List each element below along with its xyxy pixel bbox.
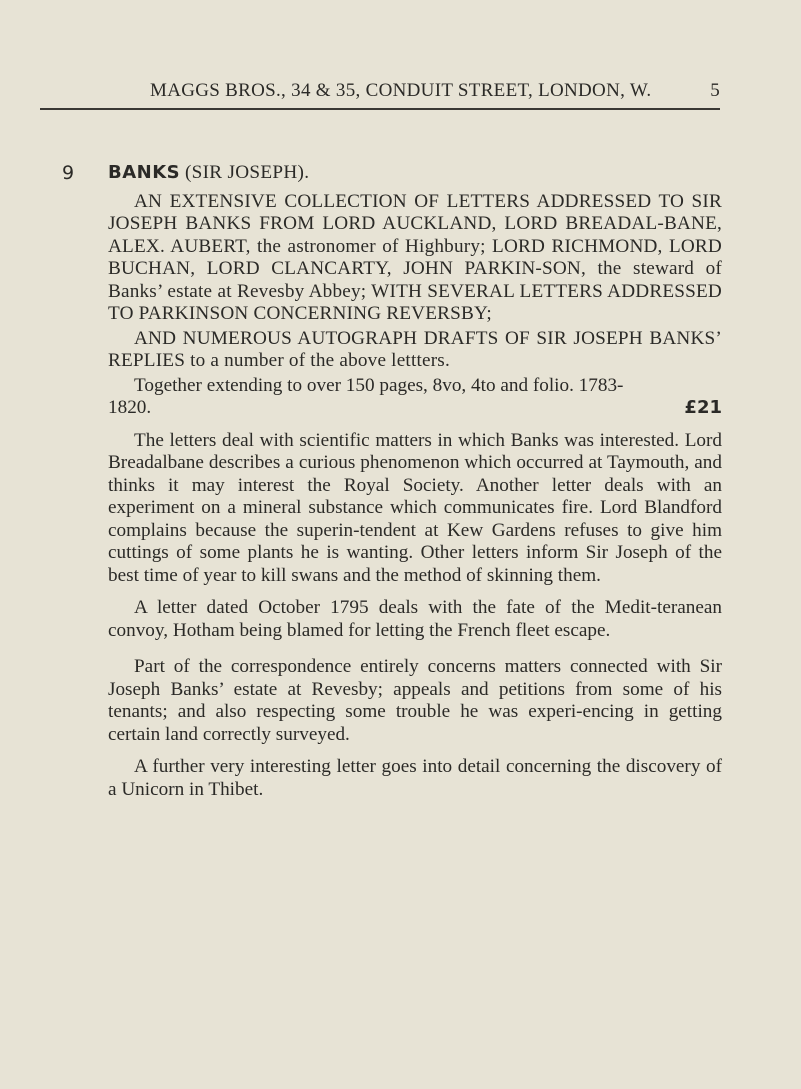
description-paragraph: A further very interesting letter goes into detail concerning the discovery of a Unicorn in Thibet. (108, 756, 722, 800)
price: £21 (684, 397, 722, 418)
entry-subtitle: AND NUMEROUS AUTOGRAPH DRAFTS OF SIR JOSEPH BANKS’ REPLIES to a number of the above lettters. (108, 327, 722, 371)
running-head (150, 80, 720, 102)
entry-title: AN EXTENSIVE COLLECTION OF LETTERS ADDRESSED TO SIR JOSEPH BANKS FROM LORD AUCKLAND, LORD BREADAL-BANE, ALEX. AUBERT, the astronomer of Highbury; LORD RICHMOND, LORD BUCHAN, LORD CLANCARTY, JOHN PARKIN-SON, the steward of Banks’ estate at Revesby Abbey; WITH SEVERAL LETTERS ADDRESSED TO PARKINSON CONCERNING REVERSBY; (108, 190, 722, 324)
description-paragraph: A letter dated October 1795 deals with the fate of the Medit-teranean convoy, Hotham being blamed for letting the French fleet escape. (108, 597, 722, 641)
extent-dates: 1820. (108, 397, 152, 418)
lot-name-qualifier: (SIR JOSEPH). (184, 162, 310, 183)
catalogue-entry (62, 162, 722, 801)
running-head-text: MAGGS BROS., 34 & 35, CONDUIT STREET, LONDON, W. (150, 80, 652, 101)
extent-line: Together extending to over 150 pages, 8vo, 4to and folio. 1783- (134, 374, 624, 396)
description-paragraph: The letters deal with scientific matters in which Banks was interested. Lord Breadalbane describes a curious phenomenon which occurred at Taymouth, and thinks it may interest the Royal Society. Another letter deals with an experiment on a mineral substance which communicates fire. Lord Blandford complains because the superin-tendent at Kew Gardens refuses to give him cuttings of some plants he is wanting. Other letters inform Sir Joseph of the best time of year to kill swans and the method of skinning them. (108, 429, 722, 586)
page-number: 5 (710, 80, 720, 101)
lot-number: 9 (62, 162, 75, 184)
entry-heading (62, 162, 722, 185)
lot-name: BANKS (108, 162, 181, 183)
description-paragraph: Part of the correspondence entirely concerns matters connected with Sir Joseph Banks’ estate at Revesby; appeals and petitions from some of his tenants; and also respecting some trouble he was experi-encing in getting certain land correctly surveyed. (108, 656, 722, 745)
extent-date-price-line (108, 397, 722, 420)
header-rule (40, 108, 720, 110)
